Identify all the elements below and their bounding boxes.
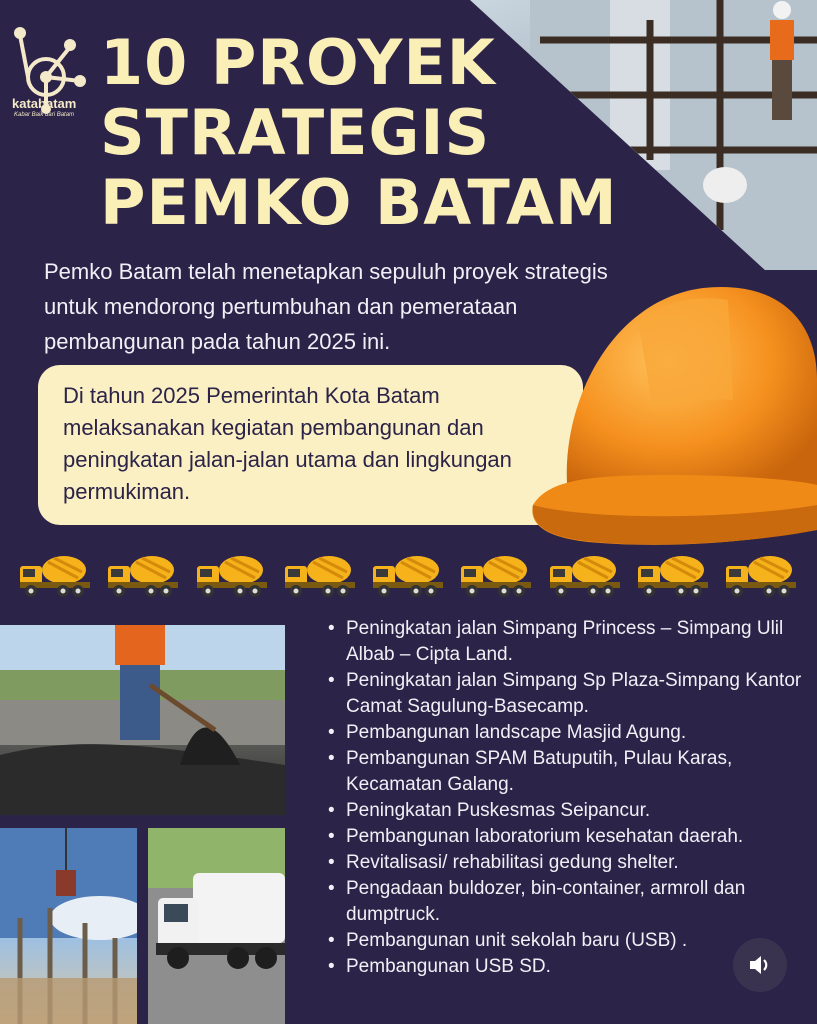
construction-site-illustration: [0, 828, 137, 1024]
speaker-icon: [747, 952, 773, 978]
page-title: [100, 28, 618, 238]
audio-toggle-button[interactable]: [733, 938, 787, 992]
mixer-truck-icon: [636, 552, 710, 598]
project-item: • Pembangunan SPAM Batuputih, Pulau Karas, Kecamatan Galang.: [326, 746, 806, 798]
project-item: • Pembangunan unit sekolah baru (USB) .: [326, 928, 806, 954]
project-item: • Peningkatan jalan Simpang Princess – Simpang Ulil Albab – Cipta Land.: [326, 616, 806, 668]
mixer-truck-icon: [459, 552, 533, 598]
mixer-truck-icon: [371, 552, 445, 598]
project-item: • Revitalisasi/ rehabilitasi gedung shelter.: [326, 850, 806, 876]
mixer-truck-icon: [724, 552, 798, 598]
construction-crane-photo: [0, 828, 137, 1024]
mixer-truck-row: [18, 552, 798, 598]
project-item: • Pembangunan laboratorium kesehatan daerah.: [326, 824, 806, 850]
project-item: • Pengadaan buldozer, bin-container, armroll dan dumptruck.: [326, 876, 806, 928]
callout-text: Di tahun 2025 Pemerintah Kota Batam melaksanakan kegiatan pembangunan dan peningkatan jalan-jalan utama dan lingkungan permukiman.: [63, 383, 512, 504]
title-line-2: STRATEGIS: [100, 96, 491, 169]
asphalt-worker-illustration: [0, 625, 285, 815]
brand-tagline: Kabar Baik dari Batam: [14, 112, 75, 118]
garbage-truck-illustration: [148, 828, 285, 1024]
mixer-truck-icon: [195, 552, 269, 598]
mixer-truck-icon: [18, 552, 92, 598]
project-item: • Peningkatan Puskesmas Seipancur.: [326, 798, 806, 824]
project-list: [326, 616, 806, 980]
project-item: • Pembangunan landscape Masjid Agung.: [326, 720, 806, 746]
road-work-photo: [0, 625, 285, 815]
mixer-truck-icon: [283, 552, 357, 598]
garbage-truck-photo: [148, 828, 285, 1024]
mixer-truck-icon: [548, 552, 622, 598]
title-line-1: 10 PROYEK: [100, 26, 496, 99]
hard-hat-icon: [528, 280, 817, 555]
brand-name: katabatam: [12, 96, 77, 111]
project-item: • Pembangunan USB SD.: [326, 954, 806, 980]
mixer-truck-icon: [106, 552, 180, 598]
intro-paragraph: Pemko Batam telah menetapkan sepuluh proyek strategis untuk mendorong pertumbuhan dan pemerataan pembangunan pada tahun 2025 ini.: [44, 259, 608, 354]
title-line-3: PEMKO BATAM: [100, 166, 618, 239]
project-item: • Peningkatan jalan Simpang Sp Plaza-Simpang Kantor Camat Sagulung-Basecamp.: [326, 668, 806, 720]
